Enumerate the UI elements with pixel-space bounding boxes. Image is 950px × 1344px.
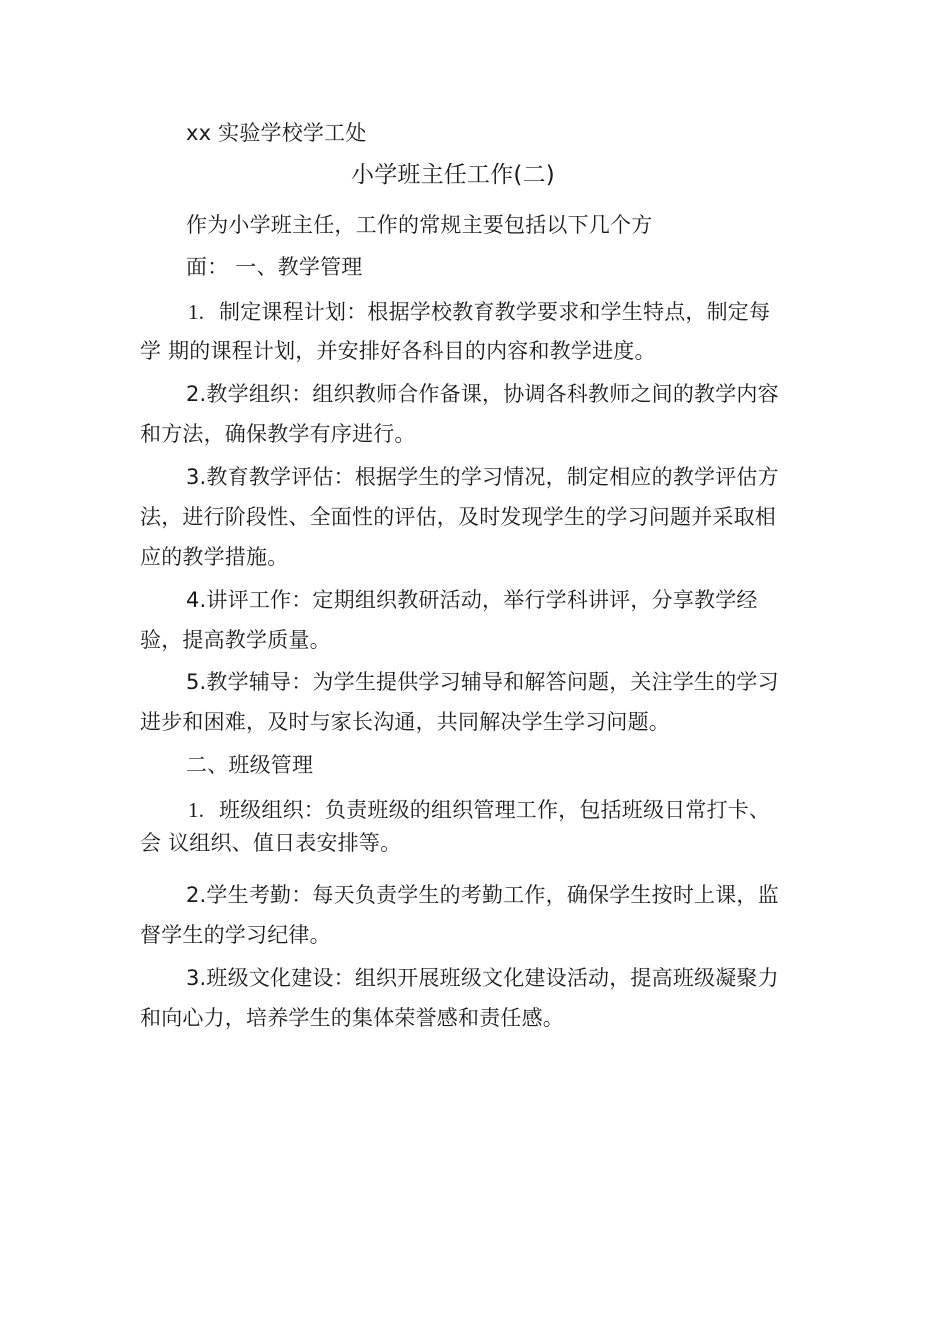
- teaching-item2-line-1: 2.教学组织：组织教师合作备课，协调各科教师之间的教学内容: [186, 382, 779, 406]
- doc-header: xx 实验学校学工处: [186, 121, 367, 145]
- class-item3-line-1: 3.班级文化建设：组织开展班级文化建设活动，提高班级凝聚力: [186, 966, 779, 990]
- teaching-item2-line-2: 和方法，确保教学有序进行。: [140, 422, 416, 446]
- intro-line-1: 作为小学班主任，工作的常规主要包括以下几个方: [186, 213, 653, 237]
- teaching-item1-line-2: 学 期的课程计划，并安排好各科目的内容和教学进度。: [140, 339, 656, 363]
- teaching-item3-line-1: 3.教育教学评估：根据学生的学习情况，制定相应的教学评估方: [186, 465, 779, 489]
- class-item1-number: 1.: [188, 798, 205, 822]
- class-item2-line-2: 督学生的学习纪律。: [140, 923, 331, 947]
- teaching-item1-line-1: 制定课程计划：根据学校教育教学要求和学生特点，制定每: [219, 300, 771, 324]
- intro-line-2: 面： 一、教学管理: [186, 255, 363, 279]
- class-section-heading: 二、班级管理: [186, 753, 314, 777]
- teaching-item5-line-1: 5.教学辅导：为学生提供学习辅导和解答问题，关注学生的学习: [186, 670, 779, 694]
- class-item1-line-2: 会 议组织、值日表安排等。: [140, 831, 402, 855]
- teaching-item3-line-2: 法，进行阶段性、全面性的评估，及时发现学生的学习问题并采取相: [140, 505, 776, 529]
- class-item2-line-1: 2.学生考勤：每天负责学生的考勤工作，确保学生按时上课，监: [186, 883, 779, 907]
- class-item3-line-2: 和向心力，培养学生的集体荣誉感和责任感。: [140, 1006, 564, 1030]
- doc-title: 小学班主任工作(二): [351, 162, 555, 188]
- class-item1-line-1: 班级组织：负责班级的组织管理工作，包括班级日常打卡、: [219, 798, 771, 822]
- teaching-item4-line-1: 4.讲评工作：定期组织教研活动，举行学科讲评，分享教学经: [186, 588, 758, 612]
- teaching-item1-number: 1.: [188, 300, 205, 324]
- teaching-item5-line-2: 进步和困难，及时与家长沟通，共同解决学生学习问题。: [140, 710, 670, 734]
- teaching-item3-line-3: 应的教学措施。: [140, 545, 289, 569]
- teaching-item4-line-2: 验，提高教学质量。: [140, 628, 331, 652]
